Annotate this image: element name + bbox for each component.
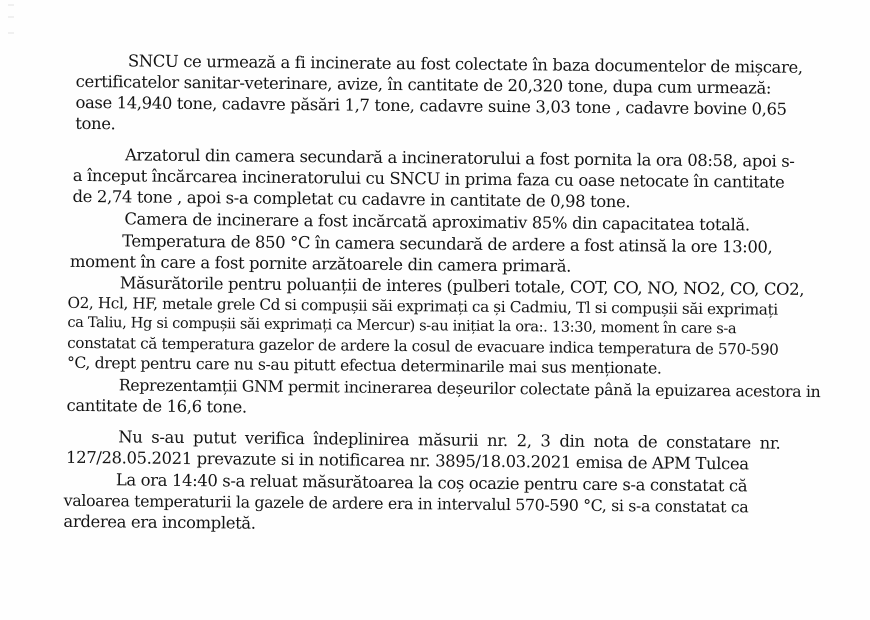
text-line: constatat că temperatura gazelor de ardere la cosul de evacuare indica temperatura de 570-590 xyxy=(67,333,779,359)
text-line: oase 14,940 tone, cadavre păsări 1,7 tone, cadavre suine 3,03 tone , cadavre bovine 0,65 xyxy=(75,92,787,119)
text-line: Nu s-au putut verifica îndeplinirea măsurii nr. 2, 3 din nota de constatare nr. xyxy=(118,427,781,453)
scan-artifact xyxy=(8,16,14,18)
paragraph-burner-start xyxy=(72,144,835,214)
paragraph-gnm-approval xyxy=(66,374,832,423)
text-line: O2, Hcl, HF, metale grele Cd si compușii săi exprimați ca și Cadmiu, Tl si compușii săi exprimați xyxy=(67,293,778,319)
paragraph-temperature-850 xyxy=(70,230,834,279)
text-line: valoarea temperaturii la gazele de ardere era in intervalul 570-590 °C, si s-a constatat ca xyxy=(63,490,749,517)
text-line: cantitate de 16,6 tone. xyxy=(66,395,247,417)
text-line: Arzatorul din camera secundară a incineratorului a fost pornita la ora 08:58, apoi s- xyxy=(124,145,795,171)
text-line: de 2,74 tone , apoi s-a completat cu cadavre in cantitate de 0,98 tone. xyxy=(72,186,631,212)
paragraph-remeasurement xyxy=(63,469,832,539)
text-line: °C, drept pentru care nu s-au pitutt efectua determinarile mai sus menționate. xyxy=(66,353,662,378)
document-body xyxy=(63,50,836,539)
text-line: La ora 14:40 s-a reluat măsurătoarea la coș ocazie pentru care s-a constatat că xyxy=(115,470,748,496)
text-line: Reprezentamții GNM permit incinerarea deșeurilor colectate până la epuizarea acestora in xyxy=(118,375,821,402)
text-line: Măsurătorile pentru poluanții de interes (pulberi totale, COT, CO, NO, NO2, CO, CO2, xyxy=(119,273,805,299)
text-line: certificatelor sanitar-veterinare, avize, în cantitate de 20,320 tone, dupa cum urmează: xyxy=(75,71,772,98)
text-line: arderea era incompletă. xyxy=(63,511,256,533)
text-line: tone. xyxy=(75,113,116,134)
text-line: Temperatura de 850 °C în camera secundară de ardere a fost atinsă la ore 13:00, xyxy=(122,231,773,257)
scan-artifact xyxy=(8,32,14,34)
paragraph-sncu-collection xyxy=(75,50,836,141)
text-line: 127/28.05.2021 prevazute si in notificarea nr. 3895/18.03.2021 emisa de APM Tulcea xyxy=(65,447,749,474)
text-line: SNCU ce urmează a fi incinerate au fost colectate în baza documentelor de mișcare, xyxy=(127,51,803,77)
scan-artifact xyxy=(8,4,14,6)
text-line: a început încărcarea incineratorului cu SNCU in prima faza cu oase netocate în cantitate xyxy=(72,165,785,192)
text-line: Camera de incinerare a fost incărcată aproximativ 85% din capacitatea totală. xyxy=(124,209,750,235)
text-line: moment în care a fost pornite arzătoarele din camera primară. xyxy=(69,251,572,276)
paragraph-pollutant-measurements xyxy=(67,273,834,380)
paragraph-measures-unverified xyxy=(66,426,832,475)
text-line: ca Taliu, Hg si compușii săi exprimați ca Mercur) s-au inițiat la ora:. 13:30, moment în care s-a xyxy=(67,313,737,338)
